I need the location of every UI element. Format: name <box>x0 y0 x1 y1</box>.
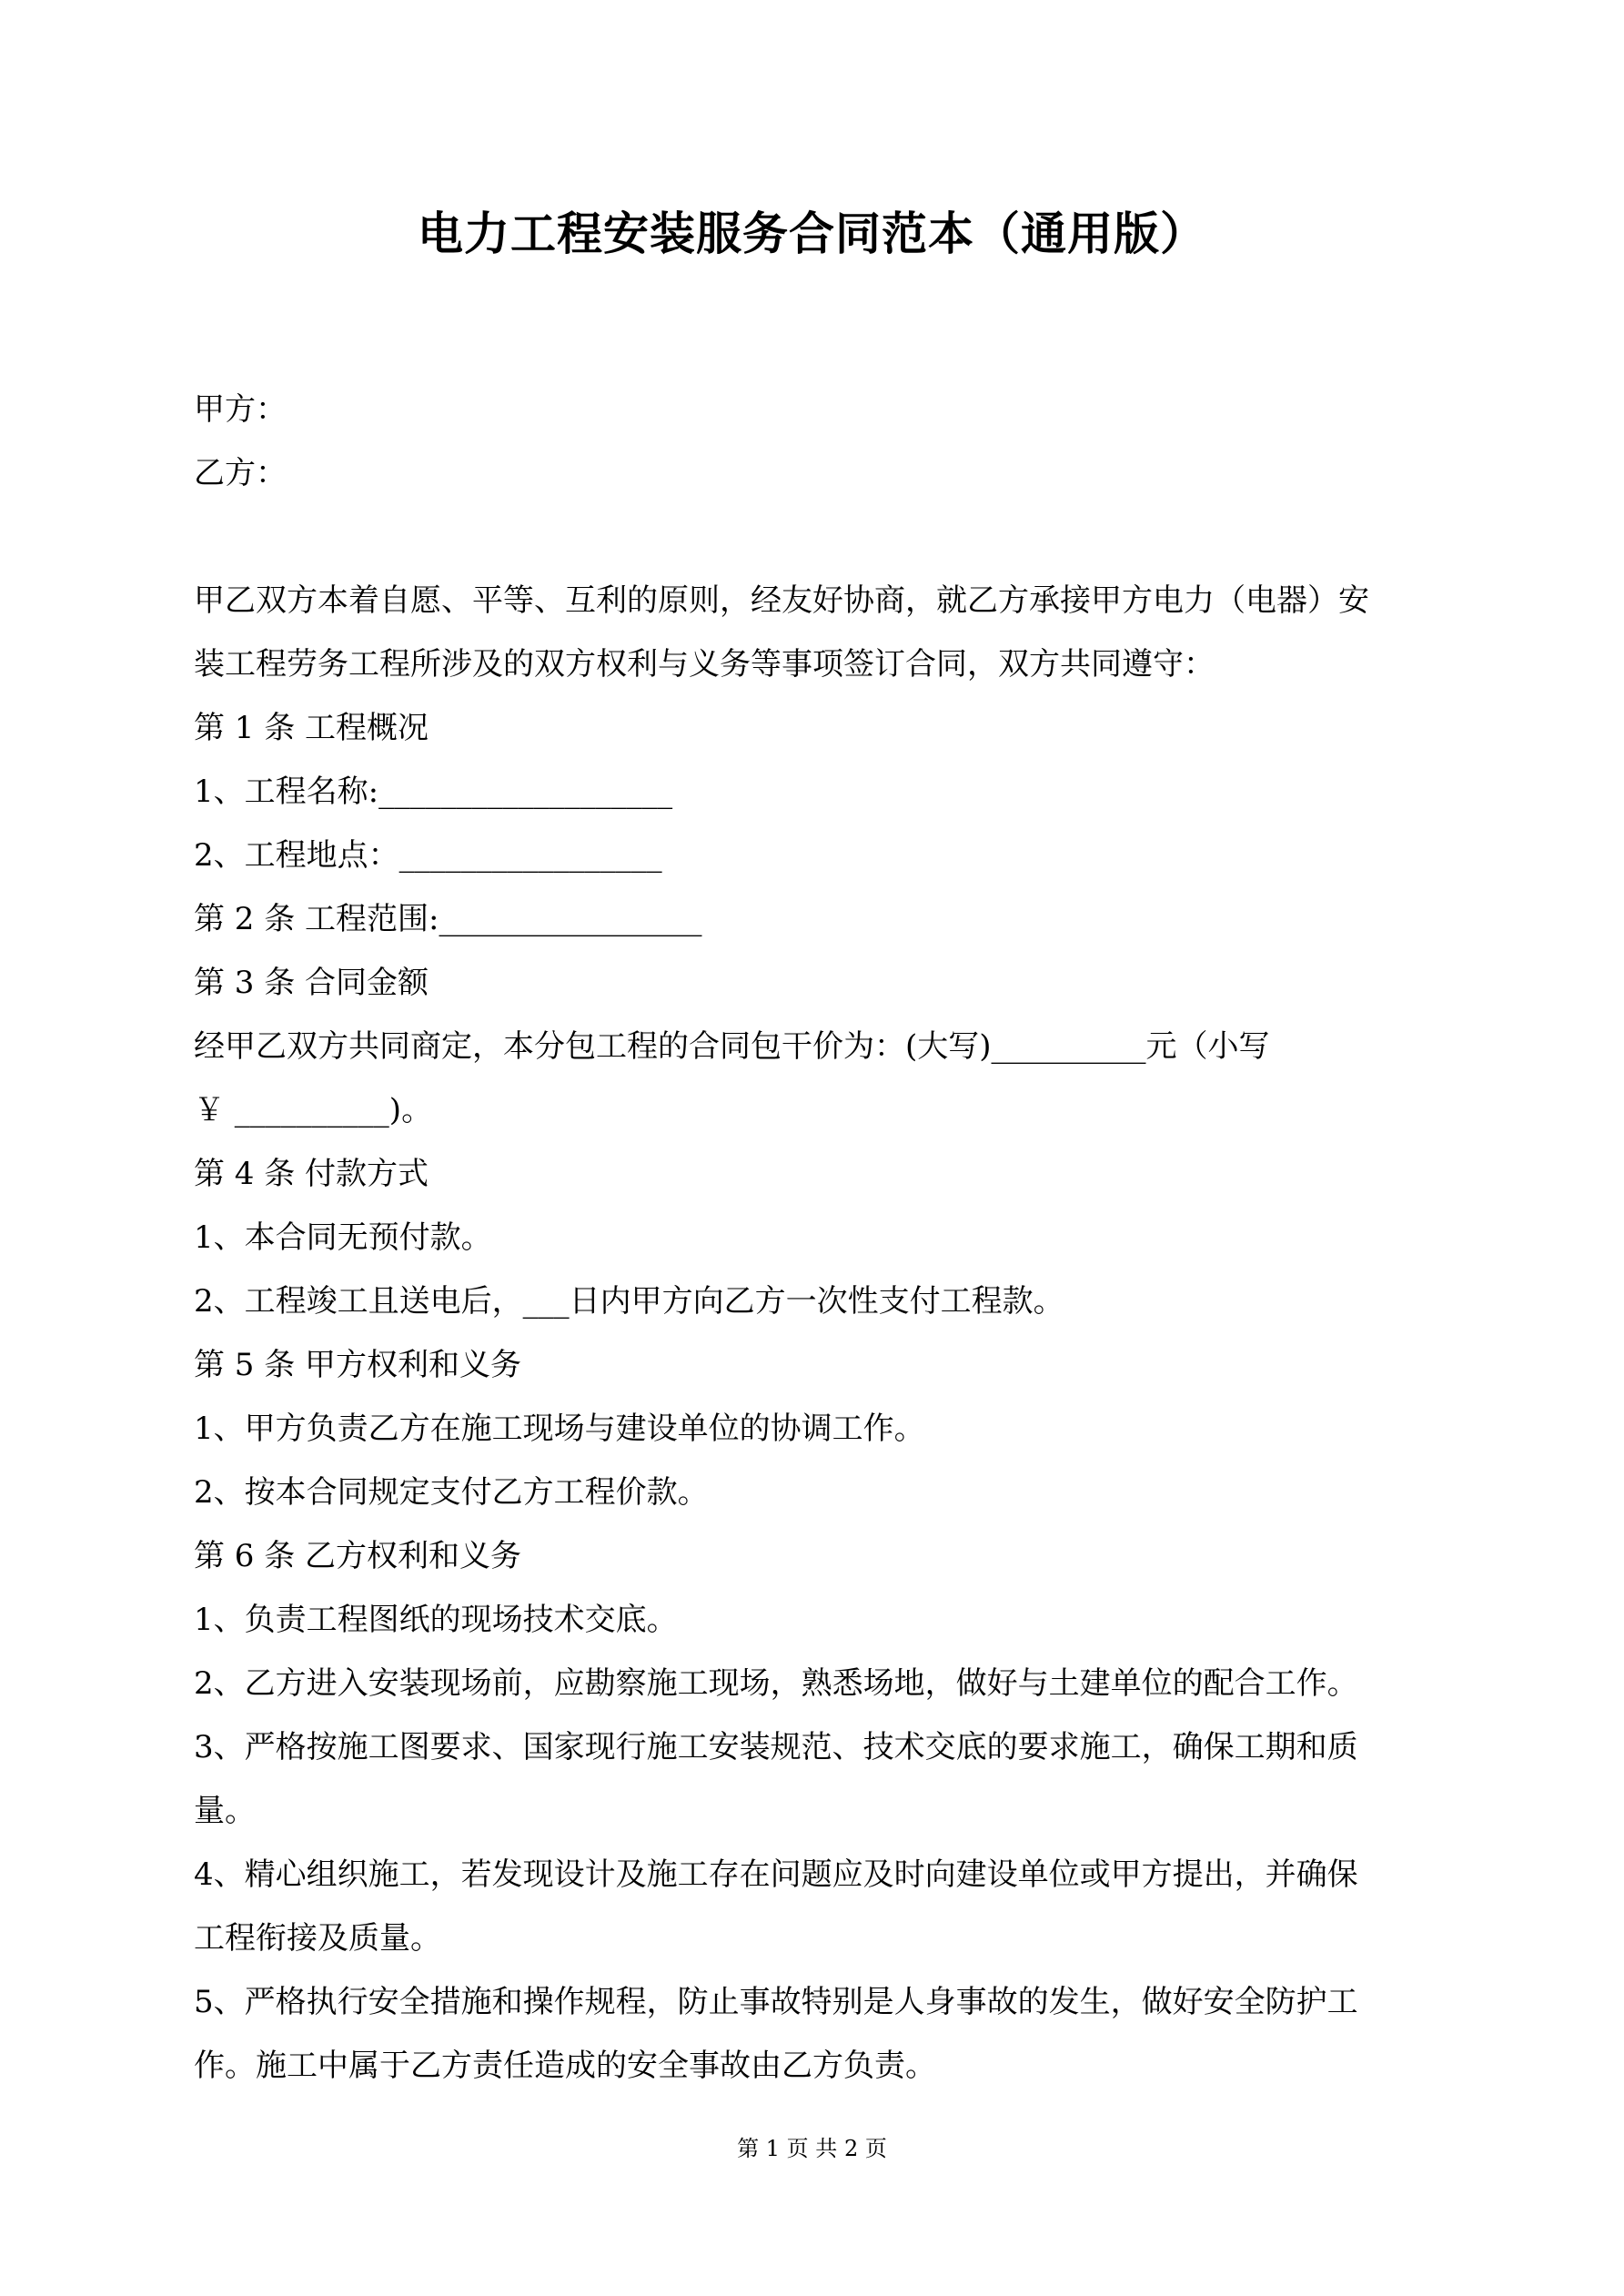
contract-amount-line: 经甲乙双方共同商定，本分包工程的合同包干价为：(大写)__________元（小写 <box>194 1028 1270 1065</box>
party-b-label: 乙方： <box>194 455 287 491</box>
page-number-footer: 第 1 页 共 2 页 <box>737 2136 887 2161</box>
intro-paragraph-line: 装工程劳务工程所涉及的双方权利与义务等事项签订合同，双方共同遵守： <box>194 646 1215 683</box>
party-a-duty-item: 2、按本合同规定支付乙方工程价款。 <box>194 1474 709 1511</box>
contract-amount-line: ￥ __________)。 <box>194 1092 433 1128</box>
payment-item: 1、本合同无预付款。 <box>194 1219 492 1256</box>
party-a-duty-item: 1、甲方负责乙方在施工现场与建设单位的协调工作。 <box>194 1411 925 1447</box>
document-title: 电力工程安装服务合同范本（通用版） <box>418 207 1206 260</box>
project-name-field: 1、工程名称:___________________ <box>194 774 673 810</box>
article-1-heading: 第 1 条 工程概况 <box>194 710 429 746</box>
party-b-duty-item: 2、乙方进入安装现场前，应勘察施工现场，熟悉场地，做好与土建单位的配合工作。 <box>194 1665 1358 1702</box>
article-4-heading: 第 4 条 付款方式 <box>194 1156 429 1192</box>
party-b-duty-item: 3、严格按施工图要求、国家现行施工安装规范、技术交底的要求施工，确保工期和质 <box>194 1729 1358 1765</box>
party-b-duty-item: 4、精心组织施工，若发现设计及施工存在问题应及时向建设单位或甲方提出，并确保 <box>194 1856 1358 1893</box>
party-b-duty-item-continued: 工程衔接及质量。 <box>194 1920 441 1957</box>
party-a-label: 甲方： <box>194 391 287 428</box>
party-b-duty-item-continued: 作。施工中属于乙方责任造成的安全事故由乙方负责。 <box>194 2048 936 2084</box>
intro-paragraph-line: 甲乙双方本着自愿、平等、互利的原则，经友好协商，就乙方承接甲方电力（电器）安 <box>194 582 1369 619</box>
party-b-duty-item: 5、严格执行安全措施和操作规程，防止事故特别是人身事故的发生，做好安全防护工 <box>194 1984 1358 2020</box>
article-6-heading: 第 6 条 乙方权利和义务 <box>194 1538 522 1574</box>
article-5-heading: 第 5 条 甲方权利和义务 <box>194 1347 522 1383</box>
party-b-duty-item-continued: 量。 <box>194 1793 256 1829</box>
project-location-field: 2、工程地点：_________________ <box>194 837 662 874</box>
article-2-heading: 第 2 条 工程范围:_________________ <box>194 901 702 937</box>
party-b-duty-item: 1、负责工程图纸的现场技术交底。 <box>194 1602 678 1638</box>
payment-item: 2、工程竣工且送电后，___日内甲方向乙方一次性支付工程款。 <box>194 1283 1064 1320</box>
article-3-heading: 第 3 条 合同金额 <box>194 965 429 1001</box>
